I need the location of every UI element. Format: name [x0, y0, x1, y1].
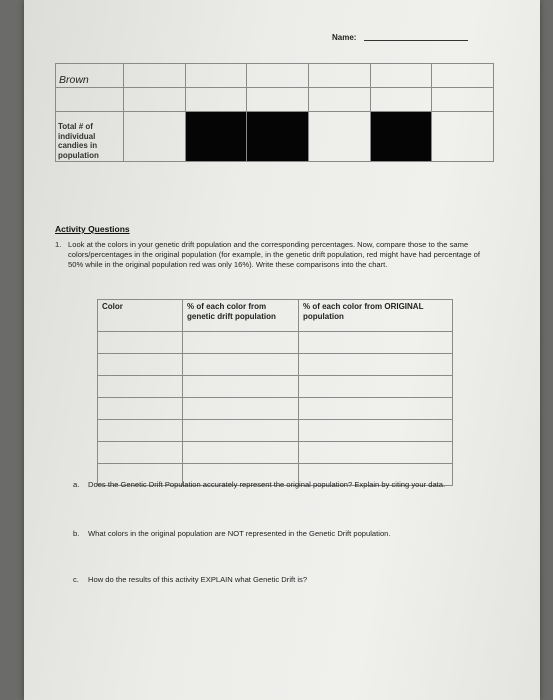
question-a-text: Does the Genetic Drift Population accurately represent the original population? Explain by citing your data. [88, 480, 446, 489]
table-cell [98, 420, 183, 442]
table-cell [299, 398, 453, 420]
table-cell [124, 88, 186, 112]
table-row [98, 420, 453, 442]
table-cell [98, 354, 183, 376]
table-row [56, 88, 494, 112]
table-cell [299, 376, 453, 398]
header-original-percent: % of each color from ORIGINAL population [299, 300, 453, 332]
filled-black-cell [370, 112, 432, 162]
table-cell [124, 112, 186, 162]
table-cell [183, 420, 299, 442]
table-cell [185, 64, 247, 88]
table-cell [124, 64, 186, 88]
question-b-text: What colors in the original population are NOT represented in the Genetic Drift population. [88, 529, 391, 538]
table-cell [308, 88, 370, 112]
comparison-table [97, 299, 453, 486]
table-cell [308, 112, 370, 162]
question-b-letter: b. [73, 529, 80, 538]
table-cell [183, 332, 299, 354]
table-cell [299, 442, 453, 464]
table-header-row [98, 300, 453, 332]
row-label-cell [56, 88, 124, 112]
question-c-text: How do the results of this activity EXPLAIN what Genetic Drift is? [88, 575, 308, 584]
row-label-cell [56, 64, 124, 88]
table-cell [183, 376, 299, 398]
table-cell [183, 354, 299, 376]
table-cell [370, 88, 432, 112]
filled-black-cell [185, 112, 247, 162]
question-c-letter: c. [73, 575, 79, 584]
table-cell [308, 64, 370, 88]
table-cell [98, 398, 183, 420]
table-cell [183, 442, 299, 464]
question-1-number: 1. [55, 240, 62, 249]
table-cell [185, 88, 247, 112]
worksheet-page [24, 0, 540, 700]
table-row [56, 112, 494, 162]
row-label-brown: Brown [59, 74, 89, 86]
table-row [98, 398, 453, 420]
name-label: Name: [332, 33, 357, 42]
question-a-letter: a. [73, 480, 80, 489]
row-label-cell [56, 112, 124, 162]
table-cell [432, 64, 494, 88]
activity-questions-title: Activity Questions [55, 224, 130, 234]
table-cell [299, 332, 453, 354]
header-color: Color [98, 300, 183, 332]
table-cell [299, 420, 453, 442]
table-row [98, 442, 453, 464]
table-row [98, 332, 453, 354]
filled-black-cell [247, 112, 309, 162]
table-cell [183, 398, 299, 420]
name-blank-line [364, 40, 468, 41]
table-cell [98, 376, 183, 398]
table-cell [432, 112, 494, 162]
table-cell [370, 64, 432, 88]
table-cell [247, 64, 309, 88]
table-cell [299, 354, 453, 376]
table-cell [98, 442, 183, 464]
question-1-text: Look at the colors in your genetic drift population and the corresponding percentages. Now, compare those to the same colors/percentages in the original population (for example, in the genetic drift population, red might have had percentage of 50% while in the original population red was only 16%). Write these comparisons into the chart. [68, 240, 481, 269]
table-row [98, 354, 453, 376]
header-genetic-drift-percent: % of each color from genetic drift population [183, 300, 299, 332]
table-cell [432, 88, 494, 112]
table-cell [247, 88, 309, 112]
color-count-table [55, 63, 494, 162]
table-cell [98, 332, 183, 354]
table-row [56, 64, 494, 88]
table-row [98, 376, 453, 398]
row-label-total: Total # of individual candies in population [58, 122, 99, 160]
